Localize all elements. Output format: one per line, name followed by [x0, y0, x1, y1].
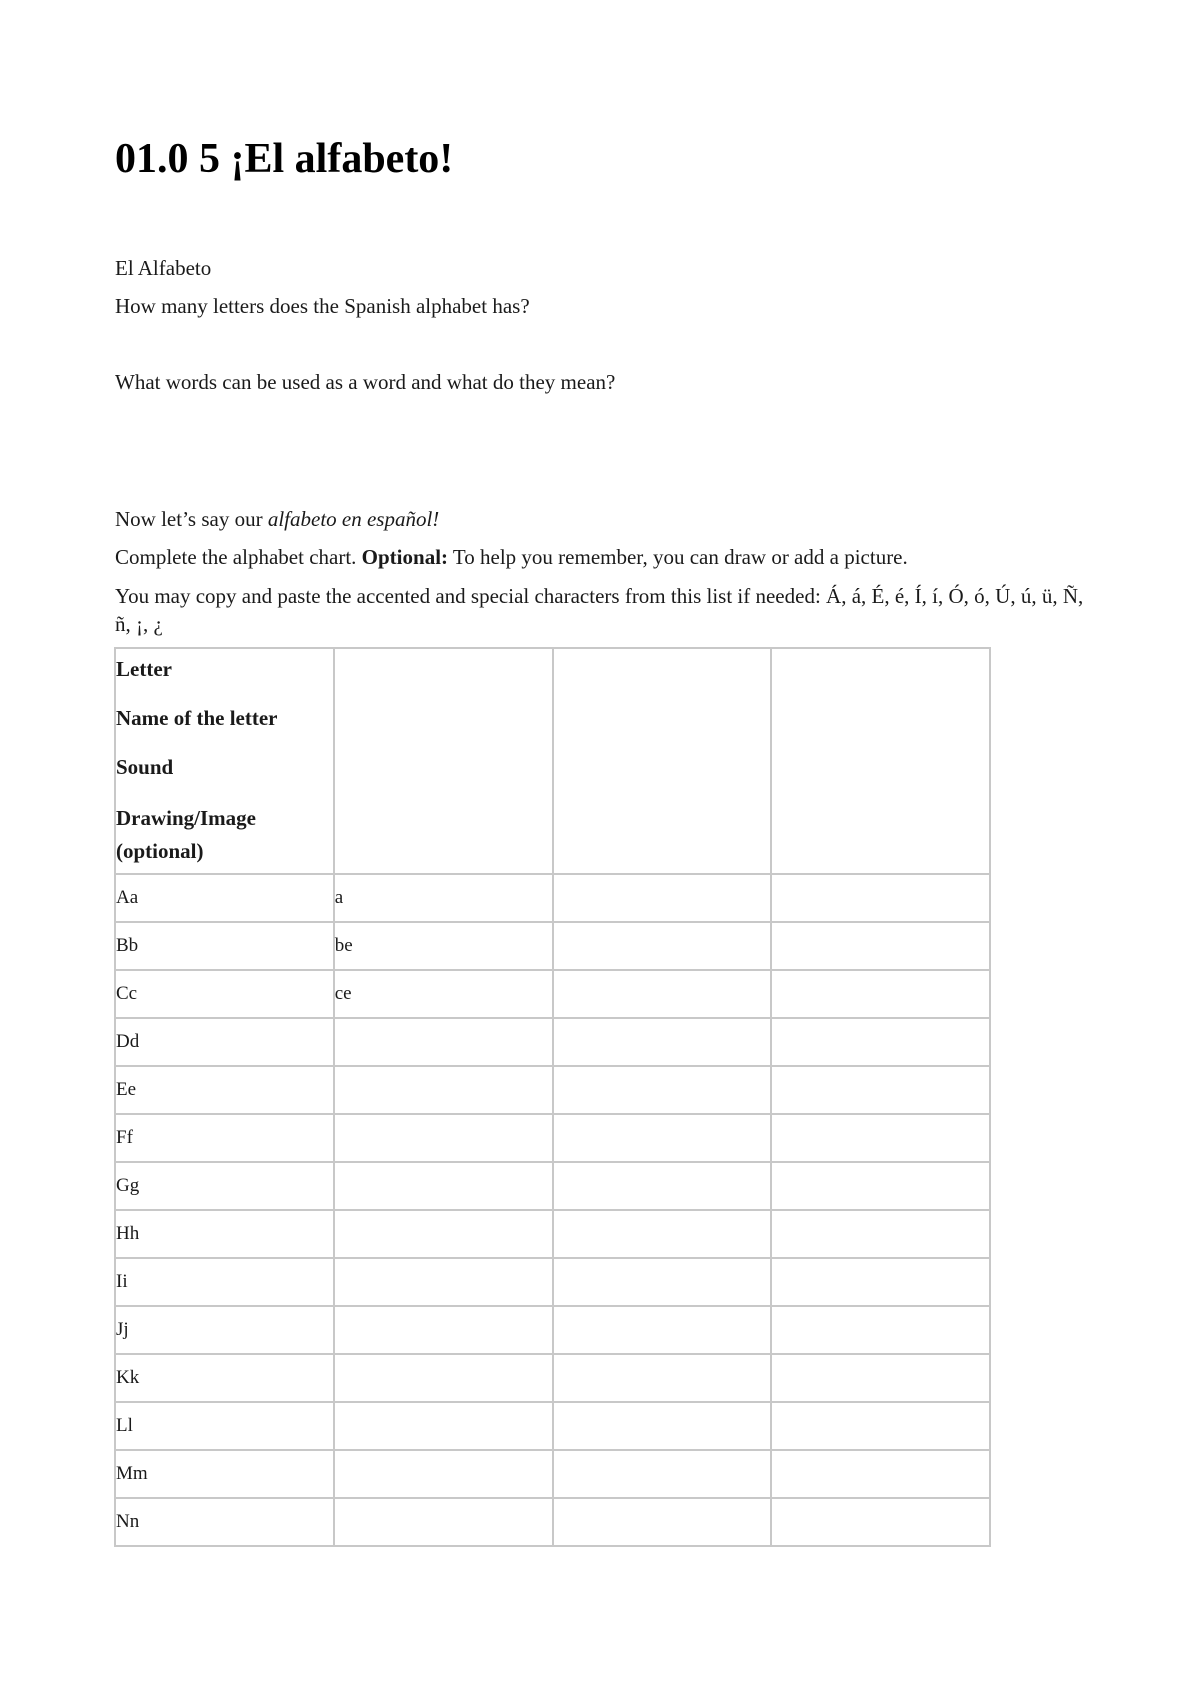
page-title: 01.0 5 ¡El alfabeto!	[115, 136, 454, 182]
chart-header-cell[interactable]	[115, 648, 334, 874]
sound-cell[interactable]	[553, 1402, 772, 1450]
chart-row	[115, 1354, 990, 1402]
drawing-cell[interactable]	[771, 1066, 990, 1114]
letter-cell[interactable]: Dd	[115, 1018, 334, 1066]
chart-header-empty-cell[interactable]	[771, 648, 990, 874]
chart-row	[115, 1066, 990, 1114]
chart-row	[115, 874, 990, 922]
letter-name-cell[interactable]	[334, 1258, 553, 1306]
letter-name-cell[interactable]	[334, 1162, 553, 1210]
drawing-cell[interactable]	[771, 1018, 990, 1066]
sound-cell[interactable]	[553, 1354, 772, 1402]
letter-name-cell[interactable]	[334, 1498, 553, 1546]
drawing-cell[interactable]	[771, 1354, 990, 1402]
question-words: What words can be used as a word and what do they mean?	[115, 370, 616, 394]
drawing-cell[interactable]	[771, 1258, 990, 1306]
letter-cell[interactable]: Ff	[115, 1114, 334, 1162]
letter-cell[interactable]: Ll	[115, 1402, 334, 1450]
header-label-name: Name of the letter	[116, 706, 278, 730]
instruction-text: Complete the alphabet chart.	[115, 545, 362, 569]
drawing-cell[interactable]	[771, 922, 990, 970]
letter-name-cell[interactable]	[334, 1306, 553, 1354]
optional-text: To help you remember, you can draw or add a picture.	[448, 545, 908, 569]
letter-cell[interactable]: Jj	[115, 1306, 334, 1354]
letter-name-cell[interactable]: a	[334, 874, 553, 922]
header-label-sound: Sound	[116, 755, 174, 779]
chart-row	[115, 1498, 990, 1546]
drawing-cell[interactable]	[771, 1450, 990, 1498]
letter-name-cell[interactable]: ce	[334, 970, 553, 1018]
header-label-letter: Letter	[116, 657, 172, 681]
letter-cell[interactable]: Cc	[115, 970, 334, 1018]
chart-row	[115, 1114, 990, 1162]
chart-row	[115, 1402, 990, 1450]
sound-cell[interactable]	[553, 1162, 772, 1210]
chart-row	[115, 1258, 990, 1306]
chart-row	[115, 970, 990, 1018]
drawing-cell[interactable]	[771, 970, 990, 1018]
letter-cell[interactable]: Nn	[115, 1498, 334, 1546]
sound-cell[interactable]	[553, 970, 772, 1018]
sound-cell[interactable]	[553, 1306, 772, 1354]
drawing-cell[interactable]	[771, 1402, 990, 1450]
chart-row	[115, 1162, 990, 1210]
intro-line-italic: alfabeto en español!	[267, 507, 440, 531]
letter-name-cell[interactable]	[334, 1210, 553, 1258]
letter-cell[interactable]: Bb	[115, 922, 334, 970]
instruction-line	[115, 543, 908, 571]
chart-header-row	[115, 648, 990, 874]
header-label-drawing: Drawing/Image (optional)	[116, 806, 256, 863]
sound-cell[interactable]	[553, 1018, 772, 1066]
sound-cell[interactable]	[553, 1210, 772, 1258]
question-letter-count: How many letters does the Spanish alphabet has?	[115, 294, 530, 318]
alphabet-chart	[114, 647, 991, 1547]
chart-row	[115, 1306, 990, 1354]
letter-cell[interactable]: Kk	[115, 1354, 334, 1402]
letter-name-cell[interactable]	[334, 1450, 553, 1498]
intro-line-text: Now let’s say our	[115, 507, 268, 531]
intro-line	[115, 505, 439, 533]
alphabet-chart-body	[115, 648, 990, 1546]
chart-header-empty-cell[interactable]	[553, 648, 772, 874]
sound-cell[interactable]	[553, 1258, 772, 1306]
letter-name-cell[interactable]	[334, 1402, 553, 1450]
chart-header-empty-cell[interactable]	[334, 648, 553, 874]
letter-name-cell[interactable]	[334, 1114, 553, 1162]
section-heading: El Alfabeto	[115, 256, 212, 280]
sound-cell[interactable]	[553, 1114, 772, 1162]
letter-cell[interactable]: Hh	[115, 1210, 334, 1258]
drawing-cell[interactable]	[771, 1162, 990, 1210]
letter-name-cell[interactable]	[334, 1354, 553, 1402]
chart-row	[115, 1210, 990, 1258]
sound-cell[interactable]	[553, 874, 772, 922]
drawing-cell[interactable]	[771, 1306, 990, 1354]
chart-row	[115, 922, 990, 970]
drawing-cell[interactable]	[771, 874, 990, 922]
letter-name-cell[interactable]	[334, 1018, 553, 1066]
sound-cell[interactable]	[553, 1066, 772, 1114]
sound-cell[interactable]	[553, 922, 772, 970]
letter-cell[interactable]: Aa	[115, 874, 334, 922]
drawing-cell[interactable]	[771, 1210, 990, 1258]
optional-label: Optional:	[361, 545, 449, 569]
sound-cell[interactable]	[553, 1450, 772, 1498]
letter-cell[interactable]: Mm	[115, 1450, 334, 1498]
drawing-cell[interactable]	[771, 1114, 990, 1162]
chart-row	[115, 1018, 990, 1066]
sound-cell[interactable]	[553, 1498, 772, 1546]
letter-name-cell[interactable]	[334, 1066, 553, 1114]
drawing-cell[interactable]	[771, 1498, 990, 1546]
letter-cell[interactable]: Gg	[115, 1162, 334, 1210]
letter-name-cell[interactable]: be	[334, 922, 553, 970]
letter-cell[interactable]: Ee	[115, 1066, 334, 1114]
chart-row	[115, 1450, 990, 1498]
special-characters-note: You may copy and paste the accented and special characters from this list if needed: Á, á, É, é, Í, í, Ó, ó, Ú, ú, ü, Ñ, ñ, ¡, ¿	[115, 584, 1084, 636]
letter-cell[interactable]: Ii	[115, 1258, 334, 1306]
